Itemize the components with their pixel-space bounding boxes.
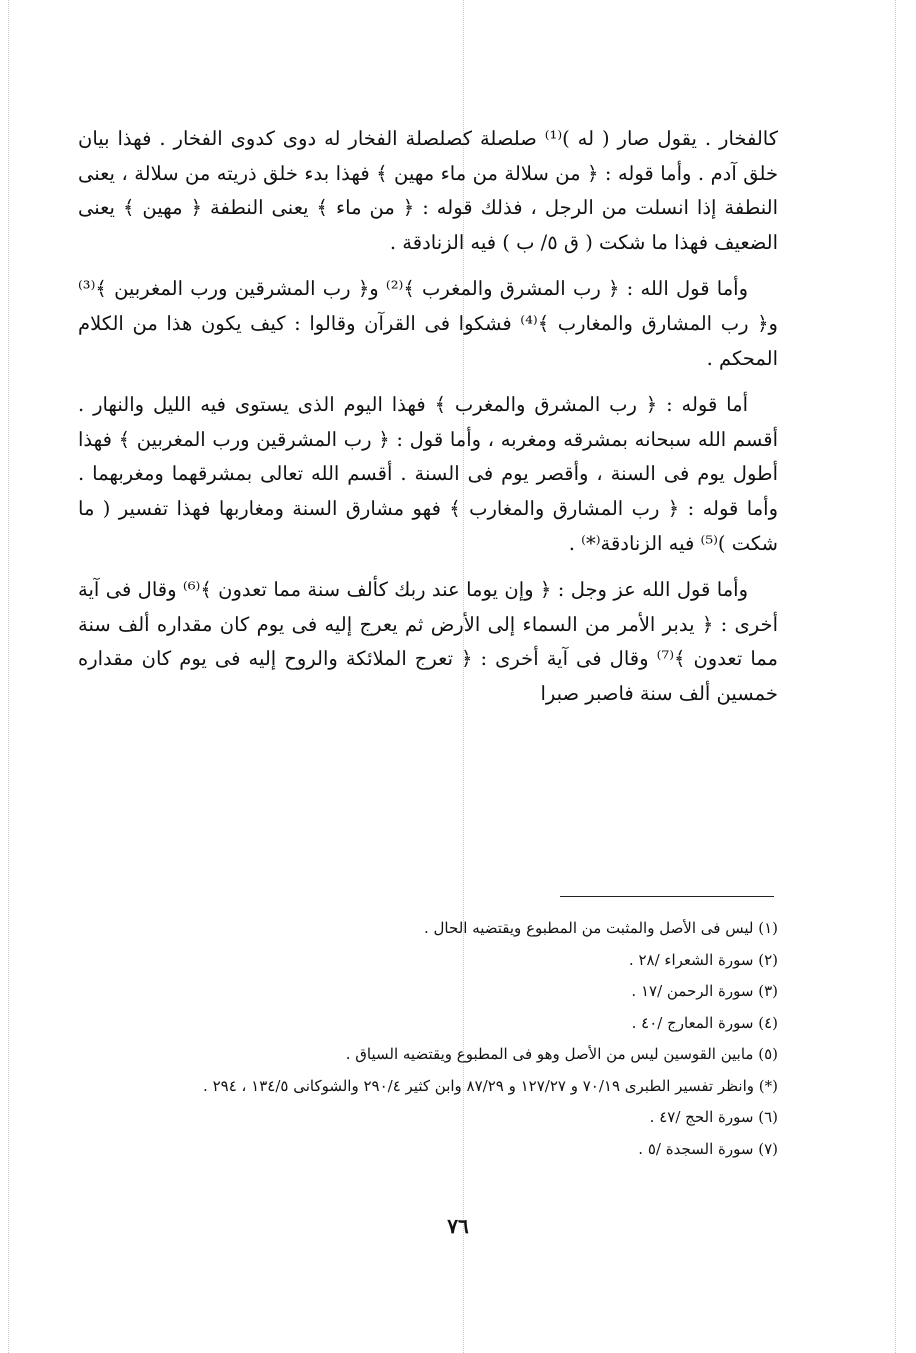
main-text bbox=[78, 122, 778, 724]
footnote-7: (٧) سورة السجدة /٥ . bbox=[638, 1139, 778, 1158]
scan-fold-line-left bbox=[8, 0, 9, 1353]
paragraph-2: وأما قول الله : ﴿ رب المشرق والمغرب ﴾⁽²⁾ و﴿ رب المشرقين ورب المغربين ﴾⁽³⁾ و﴿ رب المشارق والمغارب ﴾⁽⁴⁾ فشكوا فى القرآن وقالوا : كيف يكون هذا من الكلام المحكم . bbox=[78, 277, 778, 370]
footnote-3: (٣) سورة الرحمن /١٧ . bbox=[631, 982, 778, 1000]
footnote-star: (*) وانظر تفسير الطبرى ٧٠/١٩ و ١٢٧/٢٧ و ٨٧/٢٩ وابن كثير ٢٩٠/٤ والشوكانى ١٣٤/٥ ، ٢٩٤ . bbox=[203, 1076, 778, 1095]
footnote-2: (٢) سورة الشعراء /٢٨ . bbox=[628, 950, 778, 969]
scan-fold-line-right bbox=[895, 0, 896, 1353]
footnote-5: (٥) مابين القوسين ليس من الأصل وهو فى المطبوع ويقتضيه السياق . bbox=[345, 1045, 778, 1063]
footnote-6: (٦) سورة الحج /٤٧ . bbox=[649, 1108, 778, 1126]
footnote-4: (٤) سورة المعارج /٤٠ . bbox=[631, 1013, 778, 1032]
footnote-separator bbox=[560, 896, 774, 897]
page-number: ٧٦ bbox=[447, 1214, 469, 1238]
paragraph-4: وأما قول الله عز وجل : ﴿ وإن يوما عند ربك كألف سنة مما تعدون ﴾⁽⁶⁾ وقال فى آية أخرى : ﴿ يدبر الأمر من السماء إلى الأرض ثم يعرج إليه فى يوم كان مقداره ألف سنة مما تعدون ﴾⁽⁷⁾ وقال فى آية أخرى : ﴿ تعرج الملائكة والروح إليه فى يوم كان مقداره خمسين ألف سنة فاصبر صبرا bbox=[78, 578, 778, 705]
paragraph-1: كالفخار . يقول صار ( له )⁽¹⁾ صلصلة كصلصلة الفخار له دوى كدوى الفخار . فهذا بيان خلق آدم . وأما قوله : ﴿ من سلالة من ماء مهين ﴾ فهذا بدء خلق ذريته من سلالة ، يعنى النطفة إذا انسلت من الرجل ، فذلك قوله : ﴿ من ماء ﴾ يعنى النطفة ﴿ مهين ﴾ يعنى الضعيف فهذا ما شكت ( ق ٥/ ب ) فيه الزنادقة . bbox=[78, 127, 779, 254]
paragraph-3: أما قوله : ﴿ رب المشرق والمغرب ﴾ فهذا اليوم الذى يستوى فيه الليل والنهار . أقسم الله سبحانه بمشرقه ومغربه ، وأما قول : ﴿ رب المشرقين ورب المغربين ﴾ فهذا أطول يوم فى السنة ، وأقصر يوم فى السنة . أقسم الله تعالى بمشرقهما ومغربهما . وأما قوله : ﴿ رب المشارق والمغارب ﴾ فهو مشارق السنة ومغاربها فهذا تفسير ( ما شكت )⁽⁵⁾ فيه الزنادقة⁽*⁾ . bbox=[78, 393, 778, 555]
footnote-1: (١) ليس فى الأصل والمثبت من المطبوع ويقتضيه الحال . bbox=[424, 919, 778, 937]
footnotes bbox=[78, 913, 778, 1165]
